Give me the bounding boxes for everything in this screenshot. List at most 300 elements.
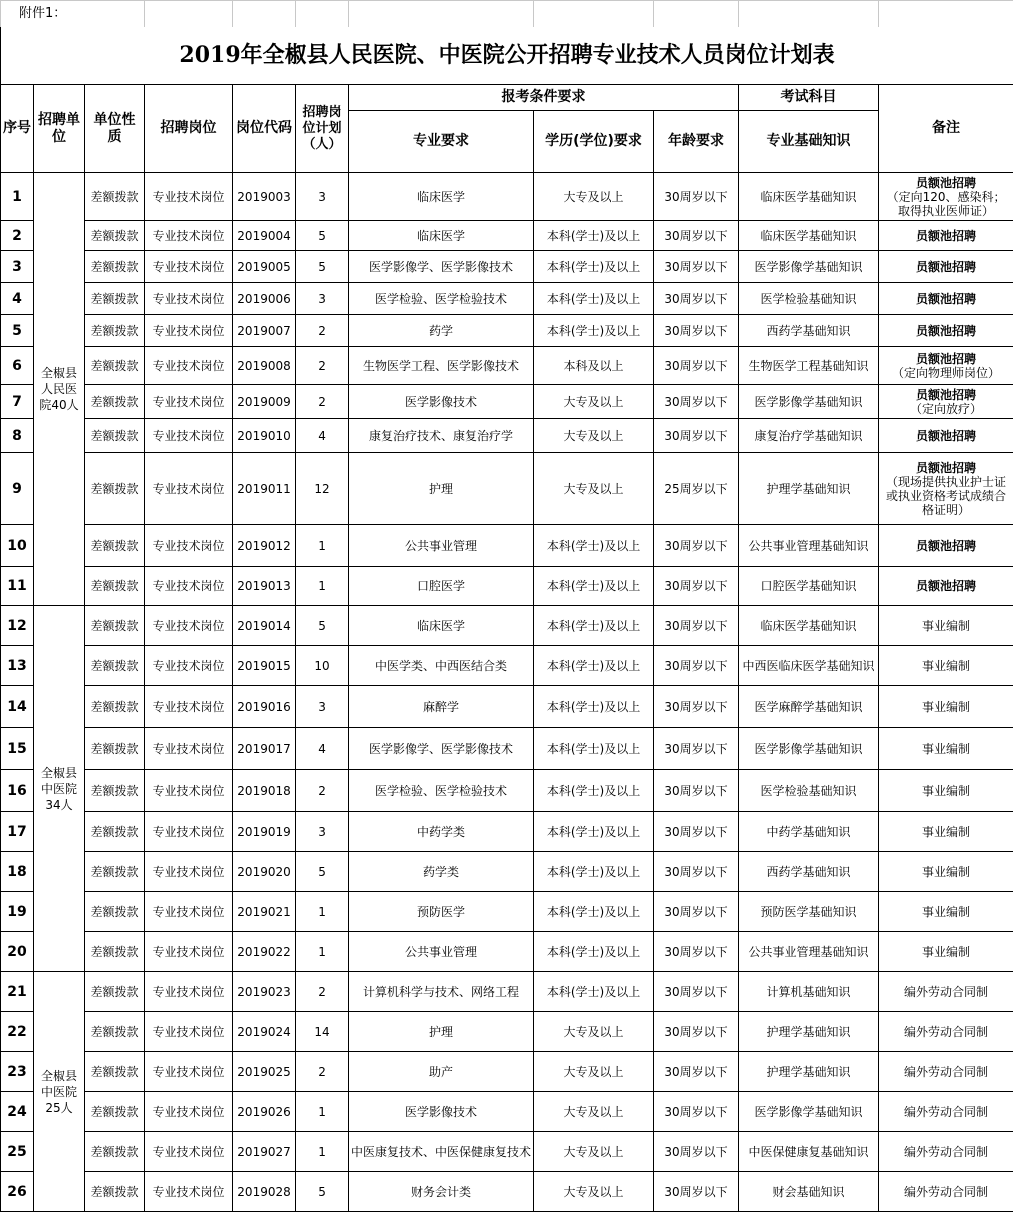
plan-count: 3 — [296, 173, 349, 221]
plan-count: 1 — [296, 525, 349, 567]
unit-type: 差额拨款 — [85, 972, 145, 1012]
position-code: 2019025 — [233, 1052, 296, 1092]
age-requirement: 30周岁以下 — [654, 1172, 739, 1212]
header-major: 专业要求 — [349, 111, 534, 173]
plan-count: 2 — [296, 972, 349, 1012]
major-requirement: 药学 — [349, 315, 534, 347]
position: 专业技术岗位 — [145, 606, 233, 646]
education-requirement: 本科(学士)及以上 — [534, 315, 654, 347]
remark-label: 员额池招聘 — [916, 228, 977, 243]
education-requirement: 本科(学士)及以上 — [534, 221, 654, 251]
age-requirement: 30周岁以下 — [654, 251, 739, 283]
age-requirement: 30周岁以下 — [654, 728, 739, 770]
education-requirement: 本科(学士)及以上 — [534, 972, 654, 1012]
major-requirement: 医学影像学、医学影像技术 — [349, 251, 534, 283]
remark — [879, 1052, 1013, 1092]
remark-label: 员额池招聘 — [916, 579, 977, 593]
position: 专业技术岗位 — [145, 646, 233, 686]
age-requirement: 30周岁以下 — [654, 1132, 739, 1172]
unit-type: 差额拨款 — [85, 1132, 145, 1172]
row-seq: 6 — [1, 347, 34, 385]
plan-count: 5 — [296, 251, 349, 283]
exam-subject: 临床医学基础知识 — [739, 606, 879, 646]
position-code: 2019020 — [233, 852, 296, 892]
education-requirement: 本科(学士)及以上 — [534, 728, 654, 770]
remark-label: 员额池招聘 — [916, 175, 977, 190]
remark — [879, 347, 1013, 385]
education-requirement: 本科(学士)及以上 — [534, 251, 654, 283]
plan-count: 3 — [296, 812, 349, 852]
position: 专业技术岗位 — [145, 419, 233, 453]
position: 专业技术岗位 — [145, 1052, 233, 1092]
row-seq: 9 — [1, 453, 34, 525]
age-requirement: 30周岁以下 — [654, 173, 739, 221]
row-seq: 25 — [1, 1132, 34, 1172]
remark — [879, 525, 1013, 567]
exam-subject: 护理学基础知识 — [739, 453, 879, 525]
remark — [879, 283, 1013, 315]
major-requirement: 计算机科学与技术、网络工程 — [349, 972, 534, 1012]
plan-count: 14 — [296, 1012, 349, 1052]
major-requirement: 医学影像技术 — [349, 1092, 534, 1132]
exam-subject: 中西医临床医学基础知识 — [739, 646, 879, 686]
table-row — [1, 1052, 1013, 1092]
plan-count: 2 — [296, 770, 349, 812]
major-requirement: 公共事业管理 — [349, 932, 534, 972]
remark-note: 编外劳动合同制 — [904, 1104, 989, 1119]
major-requirement: 公共事业管理 — [349, 525, 534, 567]
unit-type: 差额拨款 — [85, 283, 145, 315]
exam-subject: 护理学基础知识 — [739, 1052, 879, 1092]
exam-subject: 医学影像学基础知识 — [739, 1092, 879, 1132]
major-requirement: 财务会计类 — [349, 1172, 534, 1212]
unit-type: 差额拨款 — [85, 385, 145, 419]
position-code: 2019004 — [233, 221, 296, 251]
exam-subject: 公共事业管理基础知识 — [739, 932, 879, 972]
position: 专业技术岗位 — [145, 1012, 233, 1052]
exam-subject: 医学影像学基础知识 — [739, 728, 879, 770]
table-row — [1, 606, 1013, 646]
education-requirement: 本科(学士)及以上 — [534, 567, 654, 606]
remark — [879, 1132, 1013, 1172]
remark — [879, 173, 1013, 221]
unit-type: 差额拨款 — [85, 419, 145, 453]
table-row — [1, 1012, 1013, 1052]
exam-subject: 计算机基础知识 — [739, 972, 879, 1012]
unit-type: 差额拨款 — [85, 932, 145, 972]
remark — [879, 1172, 1013, 1212]
position: 专业技术岗位 — [145, 728, 233, 770]
education-requirement: 本科(学士)及以上 — [534, 770, 654, 812]
remark — [879, 646, 1013, 686]
table-row — [1, 221, 1013, 251]
remark-note: （定向物理师岗位） — [892, 365, 1001, 380]
header-exam-group: 考试科目 — [739, 85, 879, 111]
position-code: 2019019 — [233, 812, 296, 852]
header-unit: 招聘单位 — [34, 85, 85, 173]
unit-type: 差额拨款 — [85, 567, 145, 606]
major-requirement: 药学类 — [349, 852, 534, 892]
age-requirement: 30周岁以下 — [654, 283, 739, 315]
remark-note: 编外劳动合同制 — [904, 1184, 989, 1199]
position: 专业技术岗位 — [145, 1172, 233, 1212]
age-requirement: 30周岁以下 — [654, 315, 739, 347]
major-requirement: 助产 — [349, 1052, 534, 1092]
unit-type: 差额拨款 — [85, 812, 145, 852]
position-code: 2019010 — [233, 419, 296, 453]
remark — [879, 728, 1013, 770]
plan-count: 5 — [296, 1172, 349, 1212]
remark — [879, 385, 1013, 419]
header-conditions-group: 报考条件要求 — [349, 85, 739, 111]
major-requirement: 医学检验、医学检验技术 — [349, 770, 534, 812]
remark — [879, 932, 1013, 972]
table-row — [1, 932, 1013, 972]
position-code: 2019017 — [233, 728, 296, 770]
plan-count: 4 — [296, 419, 349, 453]
position: 专业技术岗位 — [145, 221, 233, 251]
row-seq: 24 — [1, 1092, 34, 1132]
unit-type: 差额拨款 — [85, 686, 145, 728]
education-requirement: 大专及以上 — [534, 453, 654, 525]
exam-subject: 医学检验基础知识 — [739, 770, 879, 812]
age-requirement: 30周岁以下 — [654, 221, 739, 251]
table-row — [1, 728, 1013, 770]
education-requirement: 大专及以上 — [534, 385, 654, 419]
position: 专业技术岗位 — [145, 1132, 233, 1172]
table-row — [1, 646, 1013, 686]
row-seq: 4 — [1, 283, 34, 315]
header-unit-type: 单位性质 — [85, 85, 145, 173]
unit-type: 差额拨款 — [85, 646, 145, 686]
position-code: 2019008 — [233, 347, 296, 385]
row-seq: 8 — [1, 419, 34, 453]
education-requirement: 大专及以上 — [534, 419, 654, 453]
remark — [879, 567, 1013, 606]
position: 专业技术岗位 — [145, 932, 233, 972]
exam-subject: 公共事业管理基础知识 — [739, 525, 879, 567]
exam-subject: 医学影像学基础知识 — [739, 385, 879, 419]
position-code: 2019013 — [233, 567, 296, 606]
position: 专业技术岗位 — [145, 972, 233, 1012]
attachment-row — [1, 1, 1013, 27]
plan-count: 1 — [296, 567, 349, 606]
header-plan: 招聘岗位计划（人） — [296, 85, 349, 173]
exam-subject: 医学影像学基础知识 — [739, 251, 879, 283]
remark — [879, 315, 1013, 347]
row-seq: 19 — [1, 892, 34, 932]
table-row — [1, 283, 1013, 315]
age-requirement: 30周岁以下 — [654, 892, 739, 932]
unit-type: 差额拨款 — [85, 173, 145, 221]
remark-label: 员额池招聘 — [916, 428, 977, 443]
table-row — [1, 1172, 1013, 1212]
position: 专业技术岗位 — [145, 315, 233, 347]
row-seq: 15 — [1, 728, 34, 770]
major-requirement: 临床医学 — [349, 606, 534, 646]
unit-type: 差额拨款 — [85, 1172, 145, 1212]
plan-count: 5 — [296, 606, 349, 646]
remark — [879, 972, 1013, 1012]
table-row — [1, 347, 1013, 385]
table-row — [1, 1132, 1013, 1172]
remark — [879, 606, 1013, 646]
row-seq: 26 — [1, 1172, 34, 1212]
education-requirement: 本科(学士)及以上 — [534, 812, 654, 852]
remark-note: 事业编制 — [922, 904, 971, 919]
plan-count: 1 — [296, 1132, 349, 1172]
age-requirement: 30周岁以下 — [654, 525, 739, 567]
table-row — [1, 686, 1013, 728]
education-requirement: 大专及以上 — [534, 1172, 654, 1212]
table-row — [1, 173, 1013, 221]
table-row — [1, 812, 1013, 852]
position: 专业技术岗位 — [145, 453, 233, 525]
major-requirement: 医学检验、医学检验技术 — [349, 283, 534, 315]
education-requirement: 本科(学士)及以上 — [534, 892, 654, 932]
table-row — [1, 892, 1013, 932]
position-code: 2019011 — [233, 453, 296, 525]
row-seq: 2 — [1, 221, 34, 251]
table-row — [1, 770, 1013, 812]
position: 专业技术岗位 — [145, 1092, 233, 1132]
position-code: 2019014 — [233, 606, 296, 646]
remark-label: 员额池招聘 — [916, 538, 977, 553]
remark-label: 员额池招聘 — [916, 323, 977, 338]
unit-type: 差额拨款 — [85, 315, 145, 347]
unit-name: 全椒县人民医院40人 — [34, 173, 85, 606]
plan-count: 5 — [296, 221, 349, 251]
remark — [879, 770, 1013, 812]
major-requirement: 康复治疗技术、康复治疗学 — [349, 419, 534, 453]
remark-note: 编外劳动合同制 — [904, 984, 989, 999]
unit-type: 差额拨款 — [85, 892, 145, 932]
unit-type: 差额拨款 — [85, 525, 145, 567]
remark-note: 事业编制 — [922, 944, 971, 959]
plan-count: 1 — [296, 892, 349, 932]
plan-count: 5 — [296, 852, 349, 892]
header-education: 学历(学位)要求 — [534, 111, 654, 173]
major-requirement: 护理 — [349, 453, 534, 525]
unit-type: 差额拨款 — [85, 852, 145, 892]
row-seq: 18 — [1, 852, 34, 892]
education-requirement: 本科(学士)及以上 — [534, 852, 654, 892]
position-code: 2019006 — [233, 283, 296, 315]
title-row — [1, 27, 1013, 85]
header-code: 岗位代码 — [233, 85, 296, 173]
remark-note: （现场提供执业护士证或执业资格考试成绩合格证明） — [886, 474, 1007, 517]
exam-subject: 中医保健康复基础知识 — [739, 1132, 879, 1172]
education-requirement: 本科及以上 — [534, 347, 654, 385]
age-requirement: 30周岁以下 — [654, 932, 739, 972]
major-requirement: 护理 — [349, 1012, 534, 1052]
table-row — [1, 1092, 1013, 1132]
unit-name: 全椒县中医院34人 — [34, 606, 85, 972]
remark — [879, 453, 1013, 525]
education-requirement: 大专及以上 — [534, 1092, 654, 1132]
unit-type: 差额拨款 — [85, 453, 145, 525]
position-code: 2019015 — [233, 646, 296, 686]
major-requirement: 临床医学 — [349, 173, 534, 221]
plan-count: 2 — [296, 315, 349, 347]
unit-type: 差额拨款 — [85, 1092, 145, 1132]
row-seq: 7 — [1, 385, 34, 419]
plan-count: 1 — [296, 932, 349, 972]
position: 专业技术岗位 — [145, 173, 233, 221]
education-requirement: 本科(学士)及以上 — [534, 525, 654, 567]
age-requirement: 30周岁以下 — [654, 1052, 739, 1092]
table-row — [1, 972, 1013, 1012]
position: 专业技术岗位 — [145, 283, 233, 315]
plan-count: 12 — [296, 453, 349, 525]
age-requirement: 25周岁以下 — [654, 453, 739, 525]
age-requirement: 30周岁以下 — [654, 686, 739, 728]
attachment-label: 附件1： — [1, 1, 145, 27]
table-row — [1, 567, 1013, 606]
table-row — [1, 315, 1013, 347]
remark-note: （定向放疗） — [910, 401, 983, 416]
position: 专业技术岗位 — [145, 892, 233, 932]
position-code: 2019021 — [233, 892, 296, 932]
age-requirement: 30周岁以下 — [654, 972, 739, 1012]
position-code: 2019024 — [233, 1012, 296, 1052]
age-requirement: 30周岁以下 — [654, 1092, 739, 1132]
exam-subject: 西药学基础知识 — [739, 852, 879, 892]
row-seq: 23 — [1, 1052, 34, 1092]
age-requirement: 30周岁以下 — [654, 567, 739, 606]
header-seq: 序号 — [1, 85, 34, 173]
position-code: 2019016 — [233, 686, 296, 728]
age-requirement: 30周岁以下 — [654, 852, 739, 892]
remark-note: 编外劳动合同制 — [904, 1064, 989, 1079]
position-code: 2019018 — [233, 770, 296, 812]
position-code: 2019027 — [233, 1132, 296, 1172]
header-exam-basic: 专业基础知识 — [739, 111, 879, 173]
table-row — [1, 419, 1013, 453]
remark-label: 员额池招聘 — [916, 351, 977, 366]
age-requirement: 30周岁以下 — [654, 606, 739, 646]
major-requirement: 预防医学 — [349, 892, 534, 932]
position-code: 2019003 — [233, 173, 296, 221]
row-seq: 22 — [1, 1012, 34, 1052]
position: 专业技术岗位 — [145, 686, 233, 728]
remark — [879, 419, 1013, 453]
education-requirement: 大专及以上 — [534, 1012, 654, 1052]
unit-type: 差额拨款 — [85, 1012, 145, 1052]
plan-count: 2 — [296, 1052, 349, 1092]
unit-type: 差额拨款 — [85, 728, 145, 770]
exam-subject: 预防医学基础知识 — [739, 892, 879, 932]
remark-label: 员额池招聘 — [916, 460, 977, 475]
row-seq: 1 — [1, 173, 34, 221]
major-requirement: 中医学类、中西医结合类 — [349, 646, 534, 686]
row-seq: 10 — [1, 525, 34, 567]
position-code: 2019028 — [233, 1172, 296, 1212]
remark — [879, 221, 1013, 251]
plan-count: 2 — [296, 347, 349, 385]
plan-count: 1 — [296, 1092, 349, 1132]
remark-note: 事业编制 — [922, 658, 971, 673]
row-seq: 12 — [1, 606, 34, 646]
remark-note: 事业编制 — [922, 741, 971, 756]
table-row — [1, 453, 1013, 525]
unit-type: 差额拨款 — [85, 251, 145, 283]
exam-subject: 临床医学基础知识 — [739, 173, 879, 221]
age-requirement: 30周岁以下 — [654, 646, 739, 686]
page-title: 2019年全椒县人民医院、中医院公开招聘专业技术人员岗位计划表 — [1, 27, 1013, 85]
remark — [879, 1092, 1013, 1132]
header-age: 年龄要求 — [654, 111, 739, 173]
major-requirement: 医学影像技术 — [349, 385, 534, 419]
plan-count: 3 — [296, 283, 349, 315]
major-requirement: 中药学类 — [349, 812, 534, 852]
row-seq: 21 — [1, 972, 34, 1012]
header-remark: 备注 — [879, 85, 1013, 173]
plan-count: 3 — [296, 686, 349, 728]
exam-subject: 中药学基础知识 — [739, 812, 879, 852]
education-requirement: 本科(学士)及以上 — [534, 932, 654, 972]
remark-label: 员额池招聘 — [916, 291, 977, 306]
position-code: 2019023 — [233, 972, 296, 1012]
remark-note: 事业编制 — [922, 864, 971, 879]
plan-count: 10 — [296, 646, 349, 686]
position-code: 2019007 — [233, 315, 296, 347]
position: 专业技术岗位 — [145, 567, 233, 606]
header-position: 招聘岗位 — [145, 85, 233, 173]
remark-note: 编外劳动合同制 — [904, 1024, 989, 1039]
unit-type: 差额拨款 — [85, 606, 145, 646]
remark-note: 事业编制 — [922, 783, 971, 798]
row-seq: 3 — [1, 251, 34, 283]
position-code: 2019022 — [233, 932, 296, 972]
remark-note: 事业编制 — [922, 824, 971, 839]
remark-note: 编外劳动合同制 — [904, 1144, 989, 1159]
exam-subject: 医学检验基础知识 — [739, 283, 879, 315]
education-requirement: 本科(学士)及以上 — [534, 606, 654, 646]
major-requirement: 生物医学工程、医学影像技术 — [349, 347, 534, 385]
age-requirement: 30周岁以下 — [654, 770, 739, 812]
position-code: 2019026 — [233, 1092, 296, 1132]
position: 专业技术岗位 — [145, 525, 233, 567]
position: 专业技术岗位 — [145, 347, 233, 385]
remark — [879, 852, 1013, 892]
position-code: 2019005 — [233, 251, 296, 283]
remark-label: 员额池招聘 — [916, 387, 977, 402]
exam-subject: 护理学基础知识 — [739, 1012, 879, 1052]
exam-subject: 西药学基础知识 — [739, 315, 879, 347]
unit-type: 差额拨款 — [85, 770, 145, 812]
remark-note: 事业编制 — [922, 699, 971, 714]
exam-subject: 生物医学工程基础知识 — [739, 347, 879, 385]
remark-note: 事业编制 — [922, 618, 971, 633]
age-requirement: 30周岁以下 — [654, 347, 739, 385]
plan-count: 4 — [296, 728, 349, 770]
remark-note: （定向120、感染科；取得执业医师证） — [886, 189, 1006, 218]
education-requirement: 大专及以上 — [534, 1052, 654, 1092]
table-row — [1, 525, 1013, 567]
remark — [879, 686, 1013, 728]
major-requirement: 医学影像学、医学影像技术 — [349, 728, 534, 770]
unit-name: 全椒县中医院25人 — [34, 972, 85, 1212]
major-requirement: 麻醉学 — [349, 686, 534, 728]
table-row — [1, 251, 1013, 283]
age-requirement: 30周岁以下 — [654, 812, 739, 852]
remark-label: 员额池招聘 — [916, 259, 977, 274]
position: 专业技术岗位 — [145, 852, 233, 892]
major-requirement: 中医康复技术、中医保健康复技术 — [349, 1132, 534, 1172]
header-row-1 — [1, 85, 1013, 111]
education-requirement: 大专及以上 — [534, 173, 654, 221]
